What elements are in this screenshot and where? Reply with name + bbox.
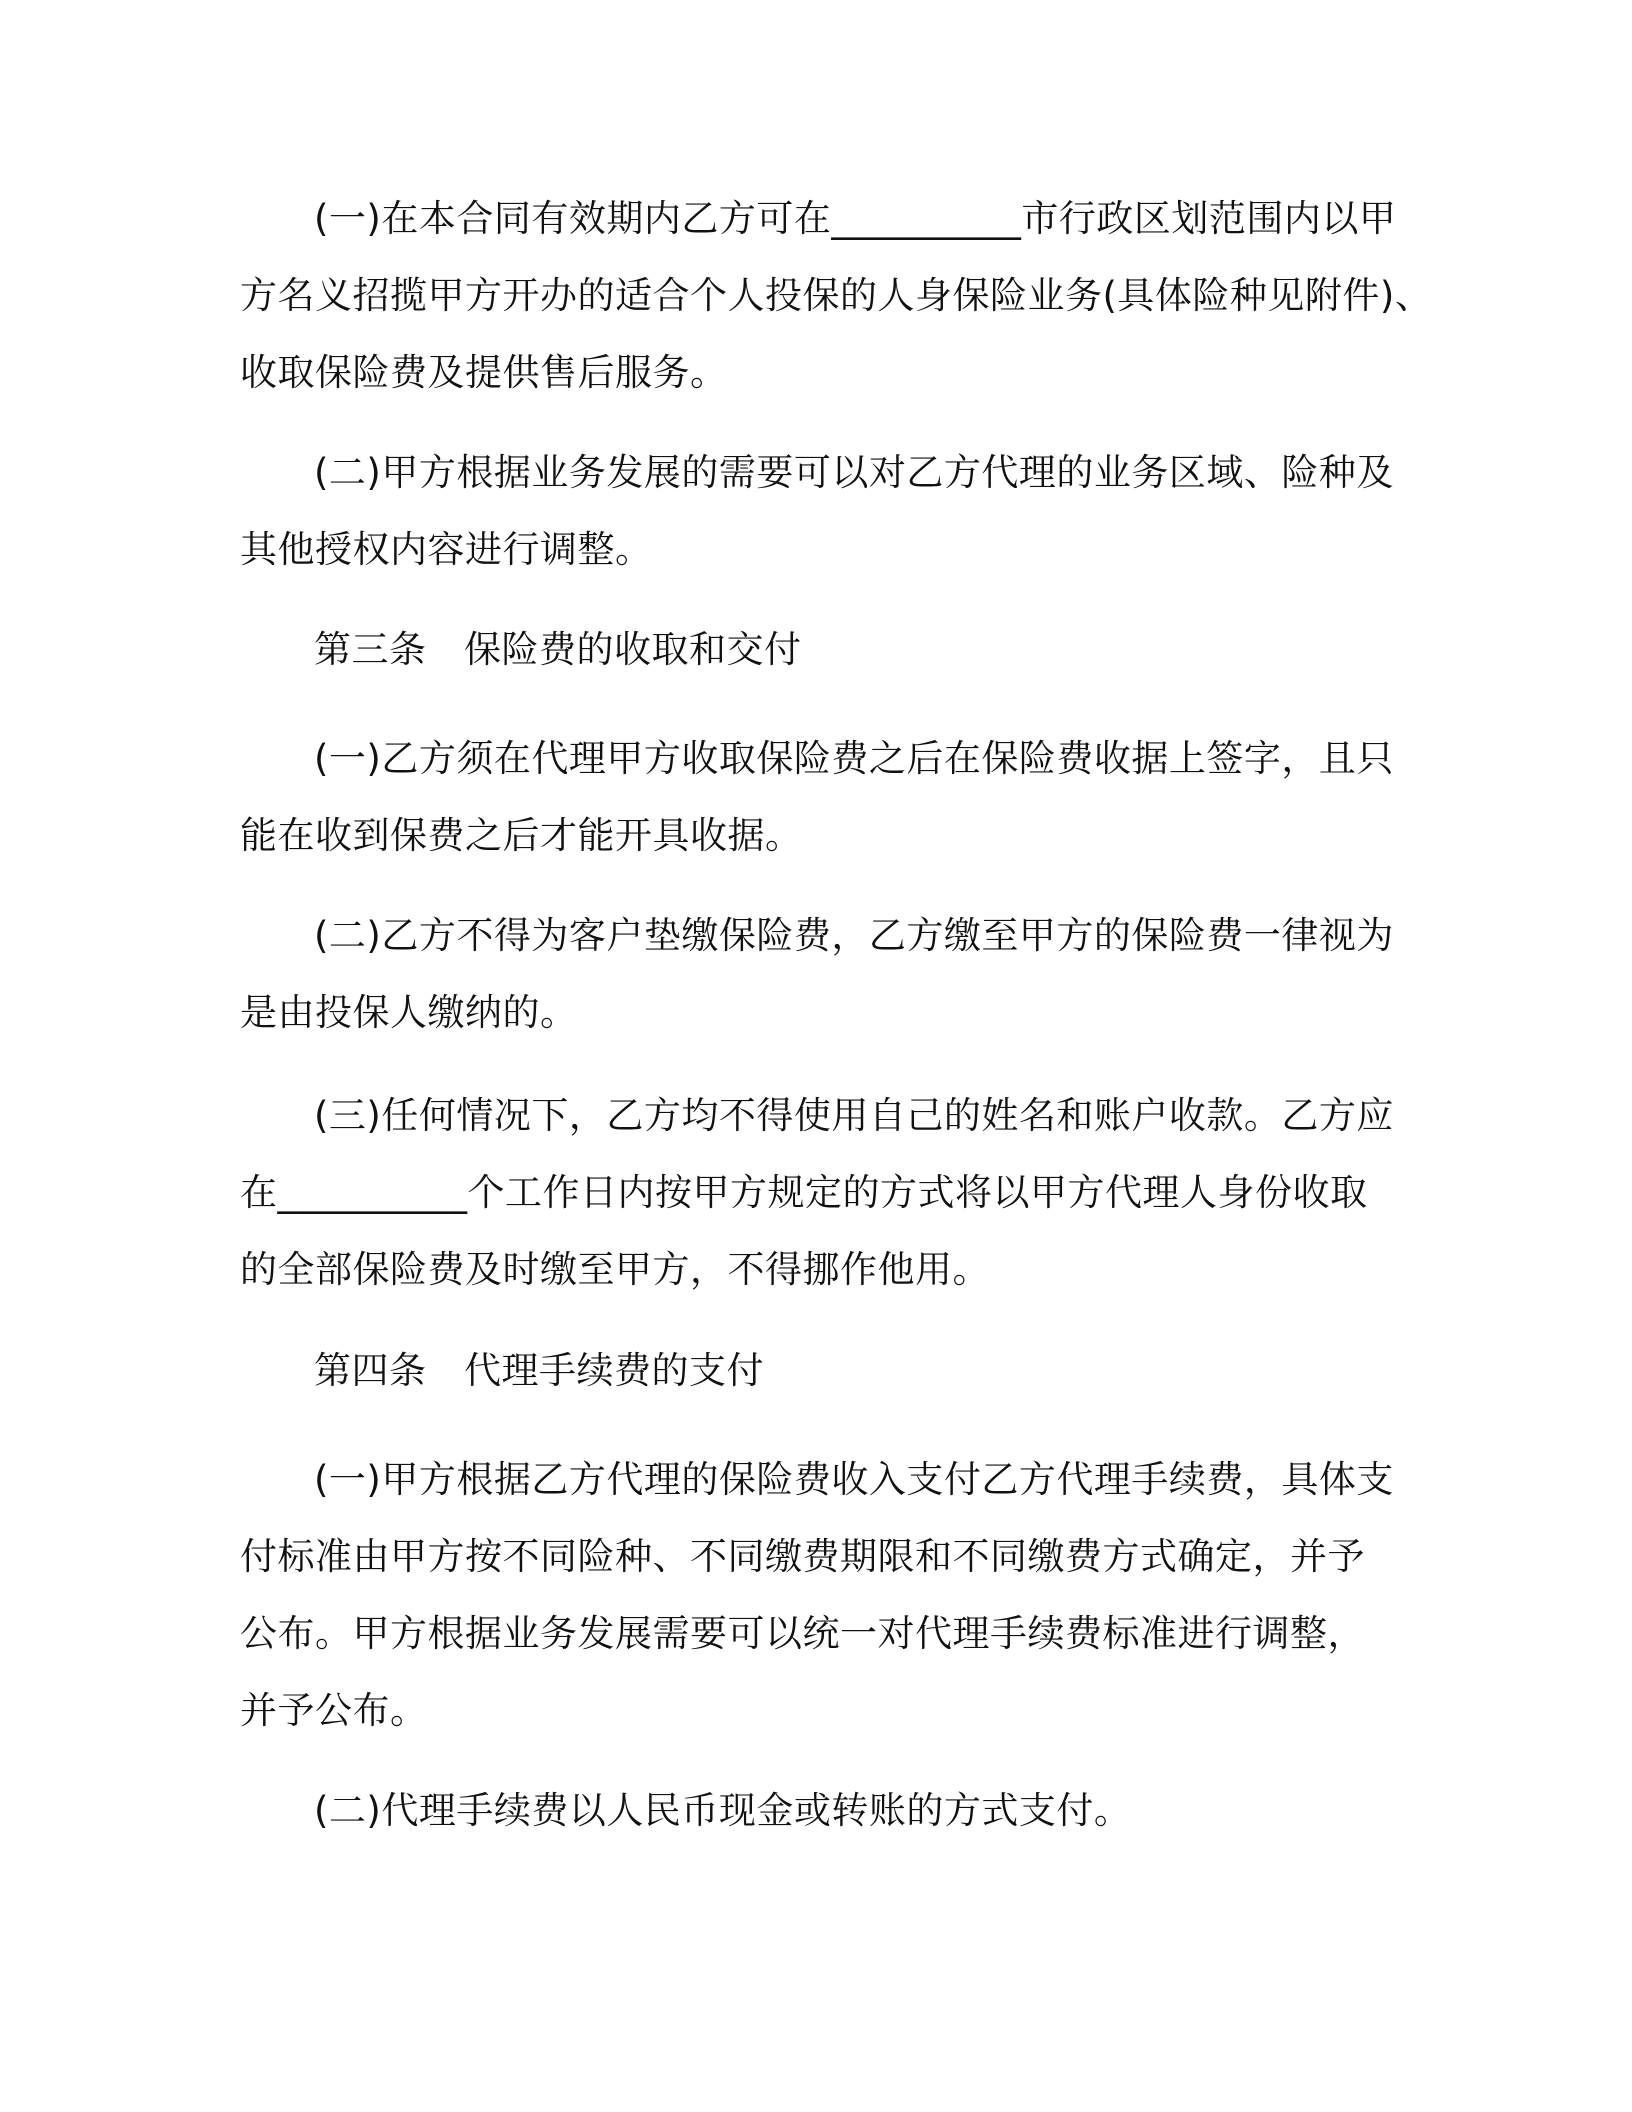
text-line: 公布。甲方根据业务发展需要可以统一对代理手续费标准进行调整， — [240, 1612, 1365, 1655]
text-line: 收取保险费及提供售后服务。 — [240, 351, 728, 394]
text-line: 方名义招揽甲方开办的适合个人投保的人身保险业务(具体险种见附件)、 — [240, 274, 1433, 317]
text-line: 其他授权内容进行调整。 — [240, 528, 653, 571]
text-line: (二)代理手续费以人民币现金或转账的方式支付。 — [314, 1789, 1132, 1832]
text-line: (二)乙方不得为客户垫缴保险费，乙方缴至甲方的保险费一律视为 — [314, 914, 1394, 957]
text-line: (二)甲方根据业务发展的需要可以对乙方代理的业务区域、险种及 — [314, 451, 1394, 494]
text-line: 的全部保险费及时缴至甲方，不得挪作他用。 — [240, 1248, 990, 1291]
text-line: (一)甲方根据乙方代理的保险费收入支付乙方代理手续费，具体支 — [314, 1458, 1394, 1501]
text-line: 能在收到保费之后才能开具收据。 — [240, 814, 803, 857]
text-line: 在__________个工作日内按甲方规定的方式将以甲方代理人身份收取 — [240, 1171, 1368, 1214]
section-heading: 第四条 代理手续费的支付 — [314, 1349, 764, 1392]
text-line: (三)任何情况下，乙方均不得使用自己的姓名和账户收款。乙方应 — [314, 1094, 1394, 1137]
text-line: (一)在本合同有效期内乙方可在__________市行政区划范围内以甲 — [314, 197, 1397, 240]
section-heading: 第三条 保险费的收取和交付 — [314, 628, 802, 671]
text-line: 是由投保人缴纳的。 — [240, 991, 578, 1034]
text-line: 并予公布。 — [240, 1689, 428, 1732]
text-line: (一)乙方须在代理甲方收取保险费之后在保险费收据上签字，且只 — [314, 737, 1394, 780]
text-line: 付标准由甲方按不同险种、不同缴费期限和不同缴费方式确定，并予 — [240, 1535, 1365, 1578]
